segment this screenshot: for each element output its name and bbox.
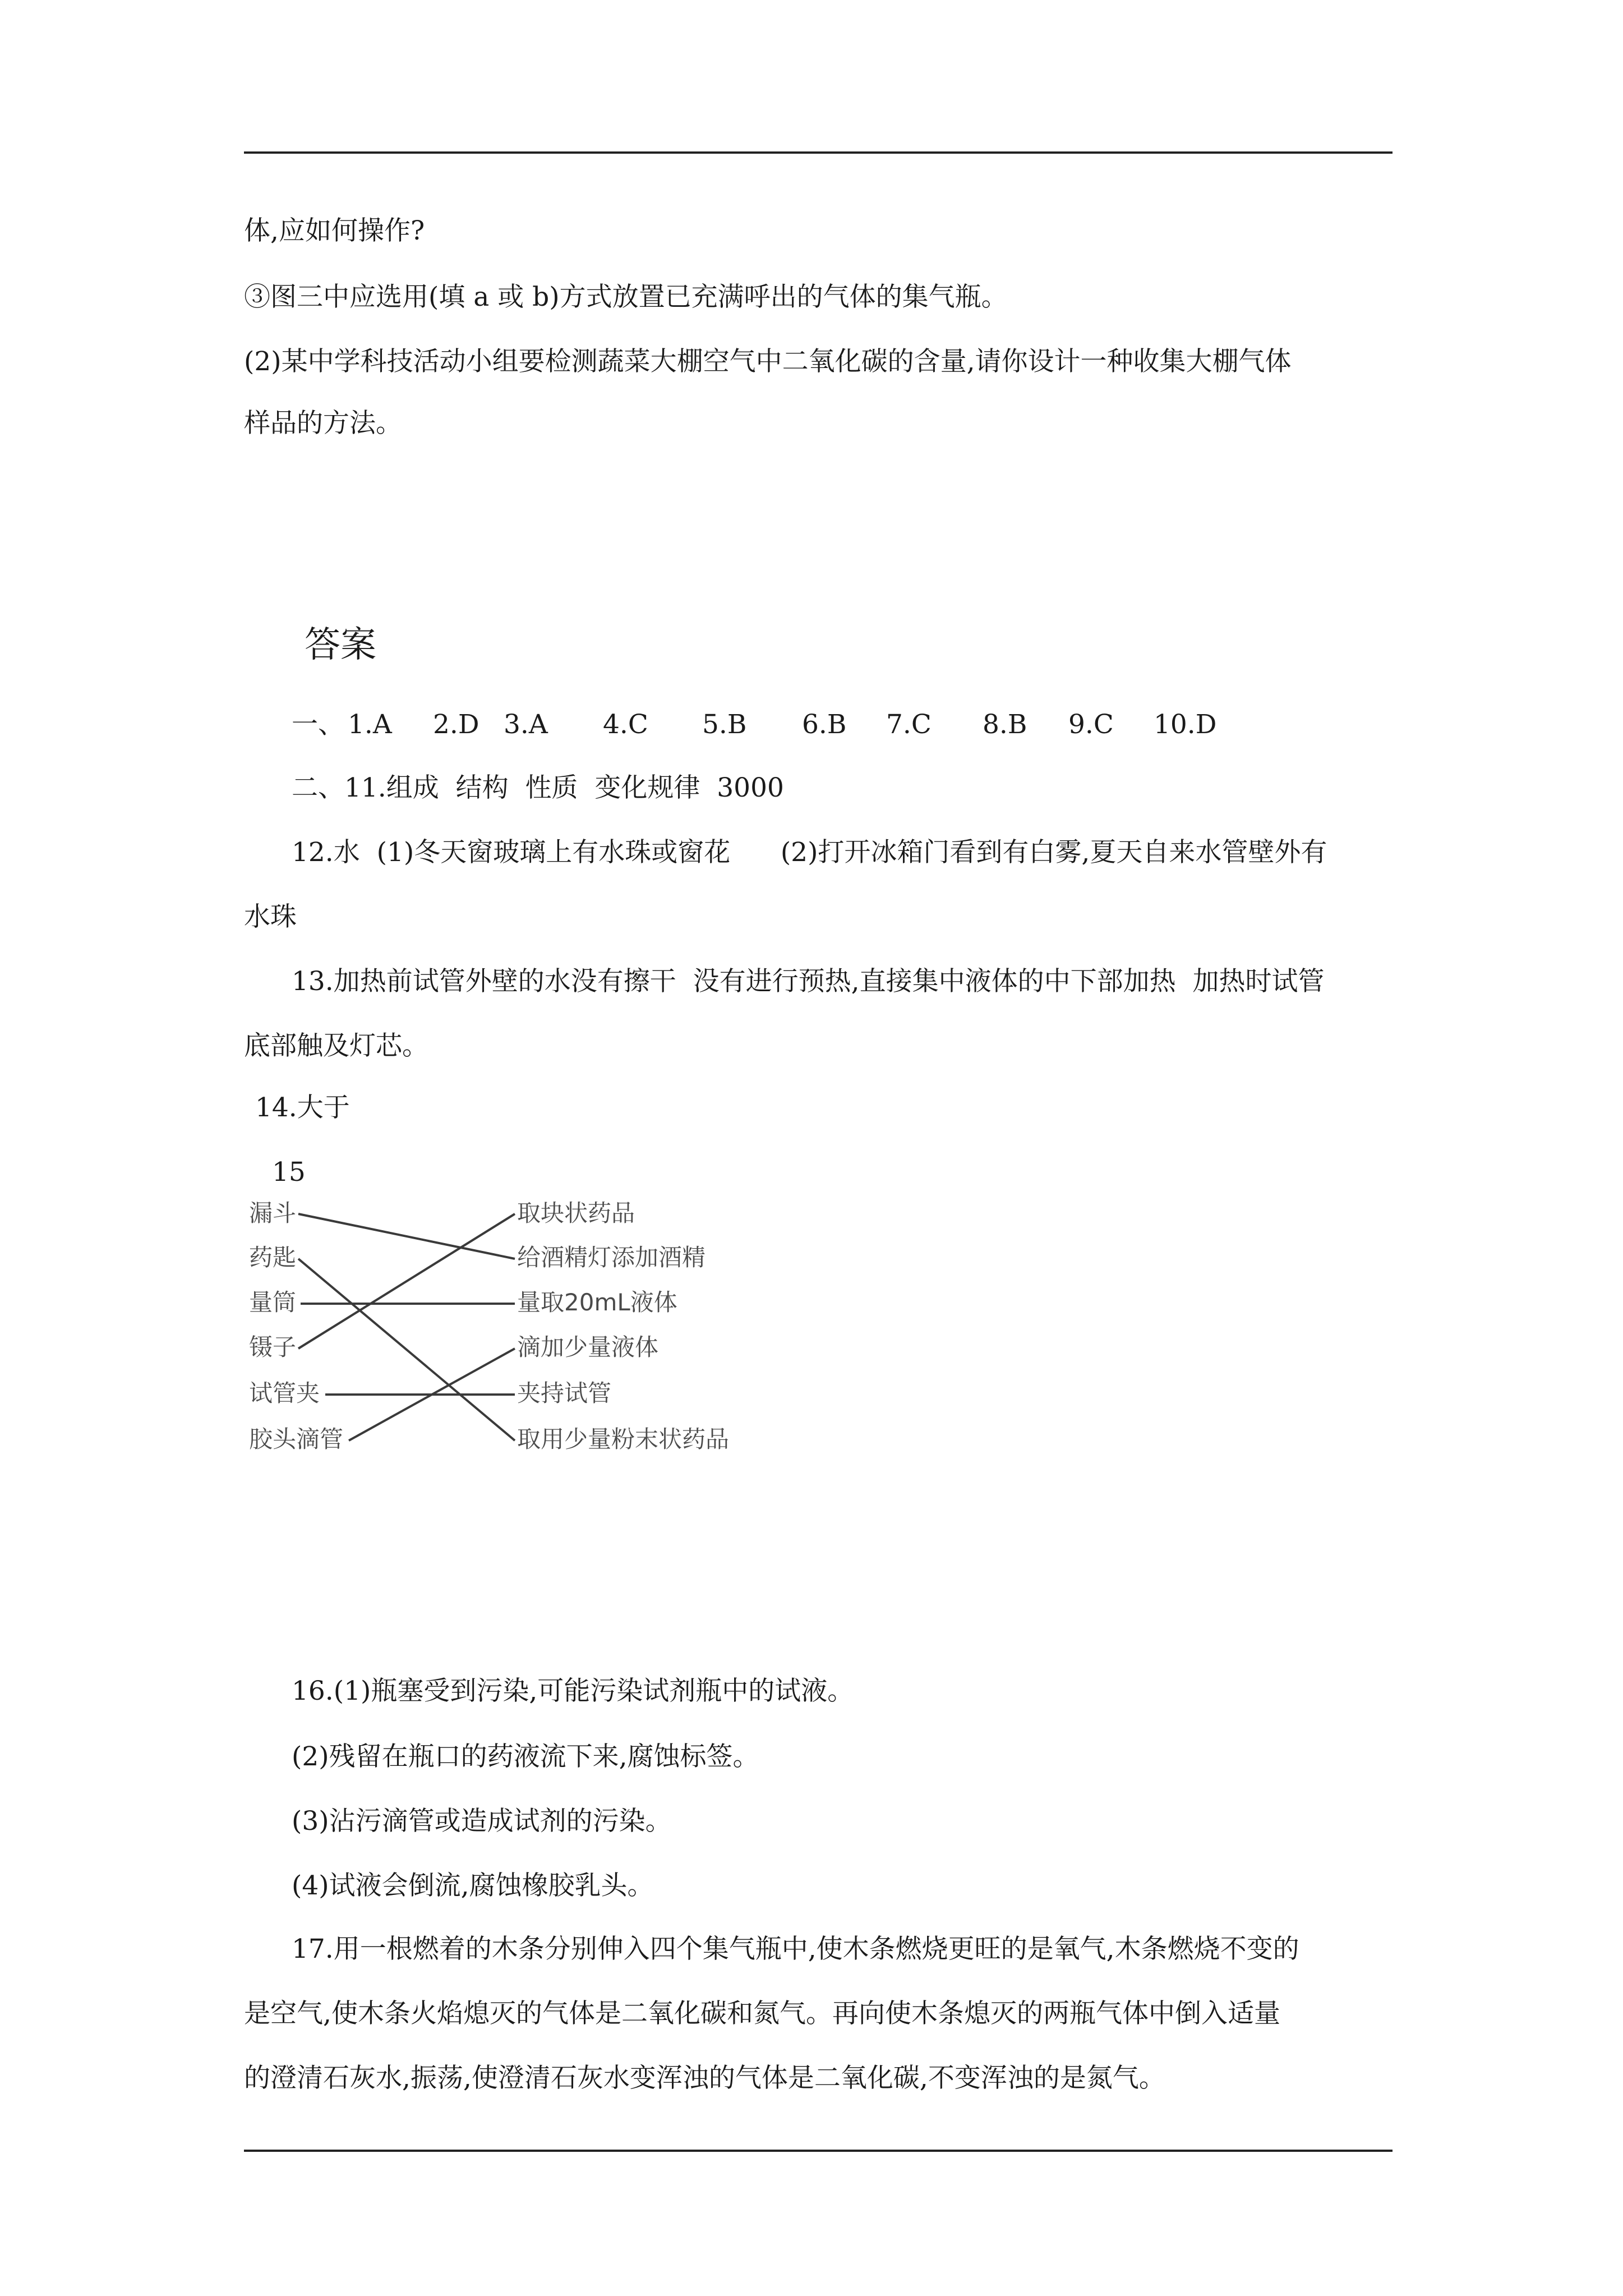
question-tail-line-3: (2)某中学科技活动小组要检测蔬菜大棚空气中二氧化碳的含量,请你设计一种收集大棚气体 [244, 346, 1292, 377]
answer-item: 10.D [1154, 709, 1217, 740]
answer-item: 9.C [1068, 709, 1114, 740]
q16-line-3: (3)沾污滴管或造成试剂的污染。 [292, 1806, 672, 1837]
match-line-spatula [298, 1259, 515, 1441]
bottom-rule [244, 2150, 1393, 2152]
right-item-lump-solids: 取块状药品 [517, 1200, 635, 1227]
question-tail-line-2: ③图三中应选用(填 a 或 b)方式放置已充满呼出的气体的集气瓶。 [244, 282, 1008, 312]
q12-line-1: 12.水 (1)冬天窗玻璃上有水珠或窗花 (2)打开冰箱门看到有白雾,夏天自来水管壁外有 [292, 837, 1327, 868]
q16-line-1: 16.(1)瓶塞受到污染,可能污染试剂瓶中的试液。 [292, 1676, 854, 1706]
section-1-label: 一、 [292, 709, 344, 740]
q16-line-2: (2)残留在瓶口的药液流下来,腐蚀标签。 [292, 1741, 759, 1772]
question-tail-line-4: 样品的方法。 [244, 408, 402, 439]
q17-line-1: 17.用一根燃着的木条分别伸入四个集气瓶中,使木条燃烧更旺的是氧气,木条燃烧不变的 [292, 1934, 1299, 1964]
question-tail-line-1: 体,应如何操作? [244, 215, 425, 246]
left-item-test-tube-holder: 试管夹 [249, 1379, 320, 1407]
left-item-spatula: 药匙 [249, 1244, 297, 1271]
q13-line-1: 13.加热前试管外壁的水没有擦干 没有进行预热,直接集中液体的中下部加热 加热时试管 [292, 966, 1325, 997]
q13-line-2: 底部触及灯芯。 [244, 1030, 428, 1061]
answer-item: 7.C [886, 709, 932, 740]
q17-line-3: 的澄清石灰水,振荡,使澄清石灰水变浑浊的气体是二氧化碳,不变浑浊的是氮气。 [244, 2063, 1165, 2093]
right-item-powder-solids: 取用少量粉末状药品 [517, 1425, 730, 1453]
answer-heading: 答案 [305, 624, 376, 666]
right-item-hold-test-tube: 夹持试管 [517, 1379, 612, 1407]
match-line-funnel [298, 1214, 515, 1259]
right-item-add-alcohol: 给酒精灯添加酒精 [517, 1244, 706, 1271]
right-item-measure-liquid: 量取20mL液体 [517, 1289, 677, 1316]
q15-matching-diagram [241, 1200, 757, 1475]
right-item-drop-liquid: 滴加少量液体 [517, 1333, 659, 1361]
match-line-tweezers [298, 1214, 515, 1349]
answer-item: 8.B [983, 709, 1027, 740]
left-item-dropper: 胶头滴管 [249, 1425, 344, 1453]
answer-item: 4.C [603, 709, 648, 740]
answer-item: 2.D [433, 709, 479, 740]
answer-item: 5.B [702, 709, 747, 740]
q17-line-2: 是空气,使木条火焰熄灭的气体是二氧化碳和氮气。再向使木条熄灭的两瓶气体中倒入适量 [244, 1998, 1280, 2029]
q14-line: 14.大于 [255, 1092, 350, 1123]
q15-number: 15 [272, 1157, 306, 1188]
left-item-tweezers: 镊子 [249, 1333, 297, 1361]
q16-line-4: (4)试液会倒流,腐蚀橡胶乳头。 [292, 1870, 654, 1901]
top-rule [244, 151, 1393, 154]
answer-item: 6.B [802, 709, 847, 740]
answer-item: 3.A [504, 709, 548, 740]
left-item-funnel: 漏斗 [249, 1200, 297, 1227]
answer-item: 1.A [348, 709, 392, 740]
left-item-graduated-cylinder: 量筒 [249, 1289, 297, 1316]
section-2-line: 二、11.组成 结构 性质 变化规律 3000 [292, 772, 784, 803]
section-1-answers [0, 708, 1623, 742]
q12-line-2: 水珠 [244, 901, 297, 932]
